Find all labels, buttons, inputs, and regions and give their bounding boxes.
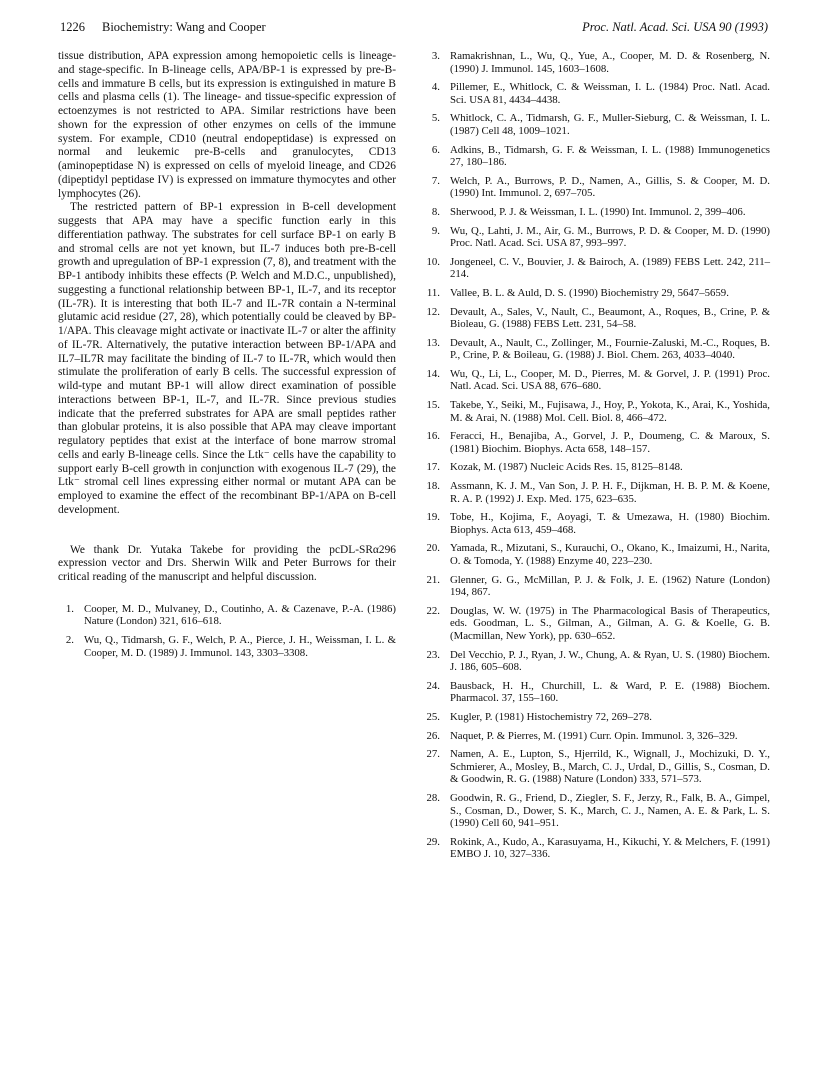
reference-item: [424, 511, 770, 536]
reference-item: [424, 81, 770, 106]
reference-text: Wu, Q., Lahti, J. M., Air, G. M., Burrows, P. D. & Cooper, M. D. (1990) Proc. Natl. Acad. Sci. USA 87, 993–997.: [450, 224, 770, 250]
reference-text: Vallee, B. L. & Auld, D. S. (1990) Biochemistry 29, 5647–5659.: [450, 286, 729, 299]
reference-item: [58, 603, 396, 628]
page-header: [60, 20, 768, 38]
page-number: 1226: [60, 20, 85, 34]
reference-text: Namen, A. E., Lupton, S., Hjerrild, K., Wignall, J., Mochizuki, D. Y., Schmierer, A., Mosley, B., March, C. J., Urdal, D., Gillis, S., Cosman, D. & Goodwin, R. G. (1988) Nature (London) 333, 571–573.: [450, 748, 770, 786]
reference-item: [424, 256, 770, 281]
reference-text: Feracci, H., Benajiba, A., Gorvel, J. P., Doumeng, C. & Maroux, S. (1981) Biochim. Biophys. Acta 658, 148–157.: [450, 430, 770, 455]
reference-text: Sherwood, P. J. & Weissman, I. L. (1990) Int. Immunol. 2, 399–406.: [450, 205, 746, 218]
reference-number: 24.: [426, 679, 440, 692]
reference-number: 16.: [426, 430, 440, 443]
reference-number: 29.: [426, 835, 440, 848]
reference-text: Tobe, H., Kojima, F., Aoyagi, T. & Umezawa, H. (1980) Biochim. Biophys. Acta 613, 459–468.: [450, 511, 770, 536]
reference-text: Wu, Q., Tidmarsh, G. F., Welch, P. A., Pierce, J. H., Weissman, I. L. & Cooper, M. D. (1989) J. Immunol. 143, 3303–3308.: [84, 633, 396, 659]
reference-text: Glenner, G. G., McMillan, P. J. & Folk, J. E. (1962) Nature (London) 194, 867.: [450, 573, 770, 599]
reference-text: Takebe, Y., Seiki, M., Fujisawa, J., Hoy, P., Yokota, K., Arai, K., Yoshida, M. & Arai, N. (1988) Mol. Cell. Biol. 8, 466–472.: [450, 399, 770, 424]
reference-item: [424, 605, 770, 643]
reference-item: [424, 50, 770, 75]
reference-text: Kozak, M. (1987) Nucleic Acids Res. 15, 8125–8148.: [450, 461, 683, 474]
reference-number: 26.: [426, 729, 440, 742]
reference-number: 14.: [426, 367, 440, 380]
reference-text: Jongeneel, C. V., Bouvier, J. & Bairoch, A. (1989) FEBS Lett. 242, 211–214.: [450, 255, 770, 281]
reference-text: Wu, Q., Li, L., Cooper, M. D., Pierres, M. & Gorvel, J. P. (1991) Proc. Natl. Acad. Sci. USA 88, 676–680.: [450, 367, 770, 393]
reference-item: [58, 634, 396, 659]
reference-item: [424, 287, 770, 300]
reference-text: Devault, A., Sales, V., Nault, C., Beaumont, A., Roques, B., Crine, P. & Bioleau, G. (1988) FEBS Lett. 231, 54–58.: [450, 305, 770, 331]
reference-number: 17.: [426, 461, 440, 474]
journal-citation: Proc. Natl. Acad. Sci. USA 90 (1993): [582, 20, 768, 34]
reference-item: [424, 574, 770, 599]
reference-number: 6.: [431, 143, 440, 156]
right-column: [424, 50, 770, 867]
reference-number: 3.: [431, 50, 440, 62]
reference-item: [424, 748, 770, 786]
reference-item: [424, 680, 770, 705]
reference-number: 21.: [426, 573, 440, 586]
reference-item: [424, 836, 770, 861]
reference-list-left: [58, 603, 396, 659]
reference-number: 7.: [431, 174, 440, 187]
reference-number: 18.: [426, 480, 440, 493]
left-column: [58, 50, 396, 665]
reference-item: [424, 399, 770, 424]
reference-item: [424, 175, 770, 200]
reference-number: 25.: [426, 710, 440, 723]
body-paragraph-1: tissue distribution, APA expression among hemopoietic cells is lineage- and stage-specific. In B-lineage cells, APA/BP-1 is expressed by pre-B-cells and immature B cells, but its expression is extinguished in mature B cells and plasma cells (1). The lineage- and tissue-specific expression of ectoenzymes is not restricted to APA. Similar restrictions have been shown for the expression of other enzymes on cells of the immune system. For example, CD10 (neutral endopeptidase) is expressed on normal and leukemic pre-B-cells and granulocytes, CD13 (aminopeptidase N) is expressed on cells of myeloid lineage, and CD26 (dipeptidyl peptidase IV) is expressed on immature thymocytes and other lymphocytes (26).: [58, 50, 396, 200]
reference-item: [424, 730, 770, 743]
body-paragraph-2: The restricted pattern of BP-1 expression in B-cell development suggests that APA may have a specific function early in this differentiation pathway. The substrates for cell surface BP-1 on early B and stromal cells are not yet known, but IL-7 induces both pre-B-cell growth and upregulation of BP-1 expression (7, 8), and treatment with the BP-1 antibody inhibits these effects (P. Welch and M.D.C., unpublished), suggesting a functional relationship between BP-1, IL-7, and its receptor (IL-7R). It is interesting that both IL-7 and IL-7R contain a N-terminal glutamic acid residue (27, 28), which potentially could be cleaved by BP-1/APA. This cleavage might activate or inactivate IL-7 or alter the affinity of IL-7R. Alternatively, the putative interaction between BP-1/APA and IL7–IL7R may facilitate the binding of IL-7 to IL-7R, which would then stimulate the proliferation of early B cells. The successful expression of wild-type and mutant BP-1 will allow direct examination of possible interactions between BP-1, IL-7, and IL-7R. Since previous studies indicate that the preferred substrates for APA are small peptides rather than globular proteins, it is also possible that APA may cleave important regulatory peptides that exist at the interface of bone marrow stromal cells and early B-lineage cells. Since the Ltk⁻ cells have the capability to support early B-cell growth in conjunction with exogenous IL-7 (29), the Ltk⁻ stromal cell lines expressing either normal or mutant APA can be employed to examine the effect of the recombinant BP-1/APA on B-cell development.: [58, 201, 396, 516]
reference-number: 8.: [431, 205, 440, 218]
reference-number: 19.: [426, 511, 440, 524]
reference-number: 9.: [431, 224, 440, 237]
reference-number: 20.: [426, 542, 440, 555]
reference-list-right: [424, 50, 770, 861]
reference-item: [424, 461, 770, 474]
reference-number: 27.: [426, 748, 440, 761]
reference-item: [424, 225, 770, 250]
reference-text: Naquet, P. & Pierres, M. (1991) Curr. Opin. Immunol. 3, 326–329.: [450, 729, 738, 742]
reference-number: 15.: [426, 399, 440, 412]
reference-item: [424, 480, 770, 505]
running-title: Biochemistry: Wang and Cooper: [102, 20, 266, 34]
reference-number: 2.: [65, 633, 74, 646]
reference-item: [424, 112, 770, 137]
reference-item: [424, 792, 770, 830]
reference-text: Pillemer, E., Whitlock, C. & Weissman, I. L. (1984) Proc. Natl. Acad. Sci. USA 81, 4434–4438.: [450, 81, 770, 106]
reference-text: Welch, P. A., Burrows, P. D., Namen, A., Gillis, S. & Cooper, M. D. (1990) Int. Immunol. 2, 697–705.: [450, 174, 770, 200]
reference-text: Rokink, A., Kudo, A., Karasuyama, H., Kikuchi, Y. & Melchers, F. (1991) EMBO J. 10, 327–336.: [450, 835, 771, 861]
reference-item: [424, 430, 770, 455]
reference-text: Kugler, P. (1981) Histochemistry 72, 269–278.: [450, 710, 652, 723]
reference-item: [424, 542, 770, 567]
reference-number: 12.: [426, 305, 440, 318]
reference-text: Devault, A., Nault, C., Zollinger, M., Fournie-Zaluski, M.-C., Roques, B. P., Crine, P. & Boileau, G. (1988) J. Biol. Chem. 263, 4033–4040.: [450, 336, 770, 362]
reference-item: [424, 337, 770, 362]
reference-number: 11.: [426, 286, 440, 299]
reference-text: Del Vecchio, P. J., Ryan, J. W., Chung, A. & Ryan, U. S. (1980) Biochem. J. 186, 605–608.: [450, 648, 770, 674]
reference-number: 10.: [426, 255, 440, 268]
reference-number: 22.: [426, 604, 440, 617]
reference-text: Whitlock, C. A., Tidmarsh, G. F., Muller-Sieburg, C. & Weissman, I. L. (1987) Cell 48, 1009–1021.: [450, 112, 770, 137]
reference-text: Adkins, B., Tidmarsh, G. F. & Weissman, I. L. (1988) Immunogenetics 27, 180–186.: [450, 143, 770, 169]
acknowledgment: We thank Dr. Yutaka Takebe for providing the pcDL-SRα296 expression vector and Drs. Sherwin Wilk and Peter Burrows for their critical reading of the manuscript and helpful discussion.: [58, 543, 396, 583]
reference-number: 5.: [431, 112, 440, 125]
reference-number: 4.: [431, 81, 440, 94]
reference-number: 1.: [65, 602, 74, 615]
reference-text: Yamada, R., Mizutani, S., Kurauchi, O., Okano, K., Imaizumi, H., Narita, O. & Tomoda, Y. (1988) Enzyme 40, 223–230.: [450, 542, 770, 567]
reference-text: Assmann, K. J. M., Van Son, J. P. H. F., Dijkman, H. B. P. M. & Koene, R. A. P. (1992) J. Exp. Med. 175, 623–635.: [450, 480, 770, 505]
reference-item: [424, 368, 770, 393]
reference-text: Bausback, H. H., Churchill, L. & Ward, P. E. (1988) Biochem. Pharmacol. 37, 155–160.: [450, 679, 770, 705]
reference-text: Cooper, M. D., Mulvaney, D., Coutinho, A. & Cazenave, P.-A. (1986) Nature (London) 321, 616–618.: [84, 602, 396, 628]
reference-text: Douglas, W. W. (1975) in The Pharmacological Basis of Therapeutics, eds. Goodman, L. S., Gilman, A., Gilman, A. G. & Koelle, G. B. (Macmillan, New York), pp. 630–652.: [450, 604, 770, 642]
reference-text: Goodwin, R. G., Friend, D., Ziegler, S. F., Jerzy, R., Falk, B. A., Gimpel, S., Cosman, D., Dower, S. K., March, C. J., Namen, A. E. & Park, L. S. (1990) Cell 60, 941–951.: [450, 791, 770, 830]
reference-item: [424, 711, 770, 724]
reference-item: [424, 649, 770, 674]
reference-item: [424, 144, 770, 169]
reference-number: 23.: [426, 648, 440, 661]
reference-number: 28.: [426, 791, 440, 804]
reference-number: 13.: [426, 336, 440, 349]
reference-item: [424, 206, 770, 219]
reference-text: Ramakrishnan, L., Wu, Q., Yue, A., Cooper, M. D. & Rosenberg, N. (1990) J. Immunol. 145, 1603–1608.: [450, 50, 770, 75]
reference-item: [424, 306, 770, 331]
